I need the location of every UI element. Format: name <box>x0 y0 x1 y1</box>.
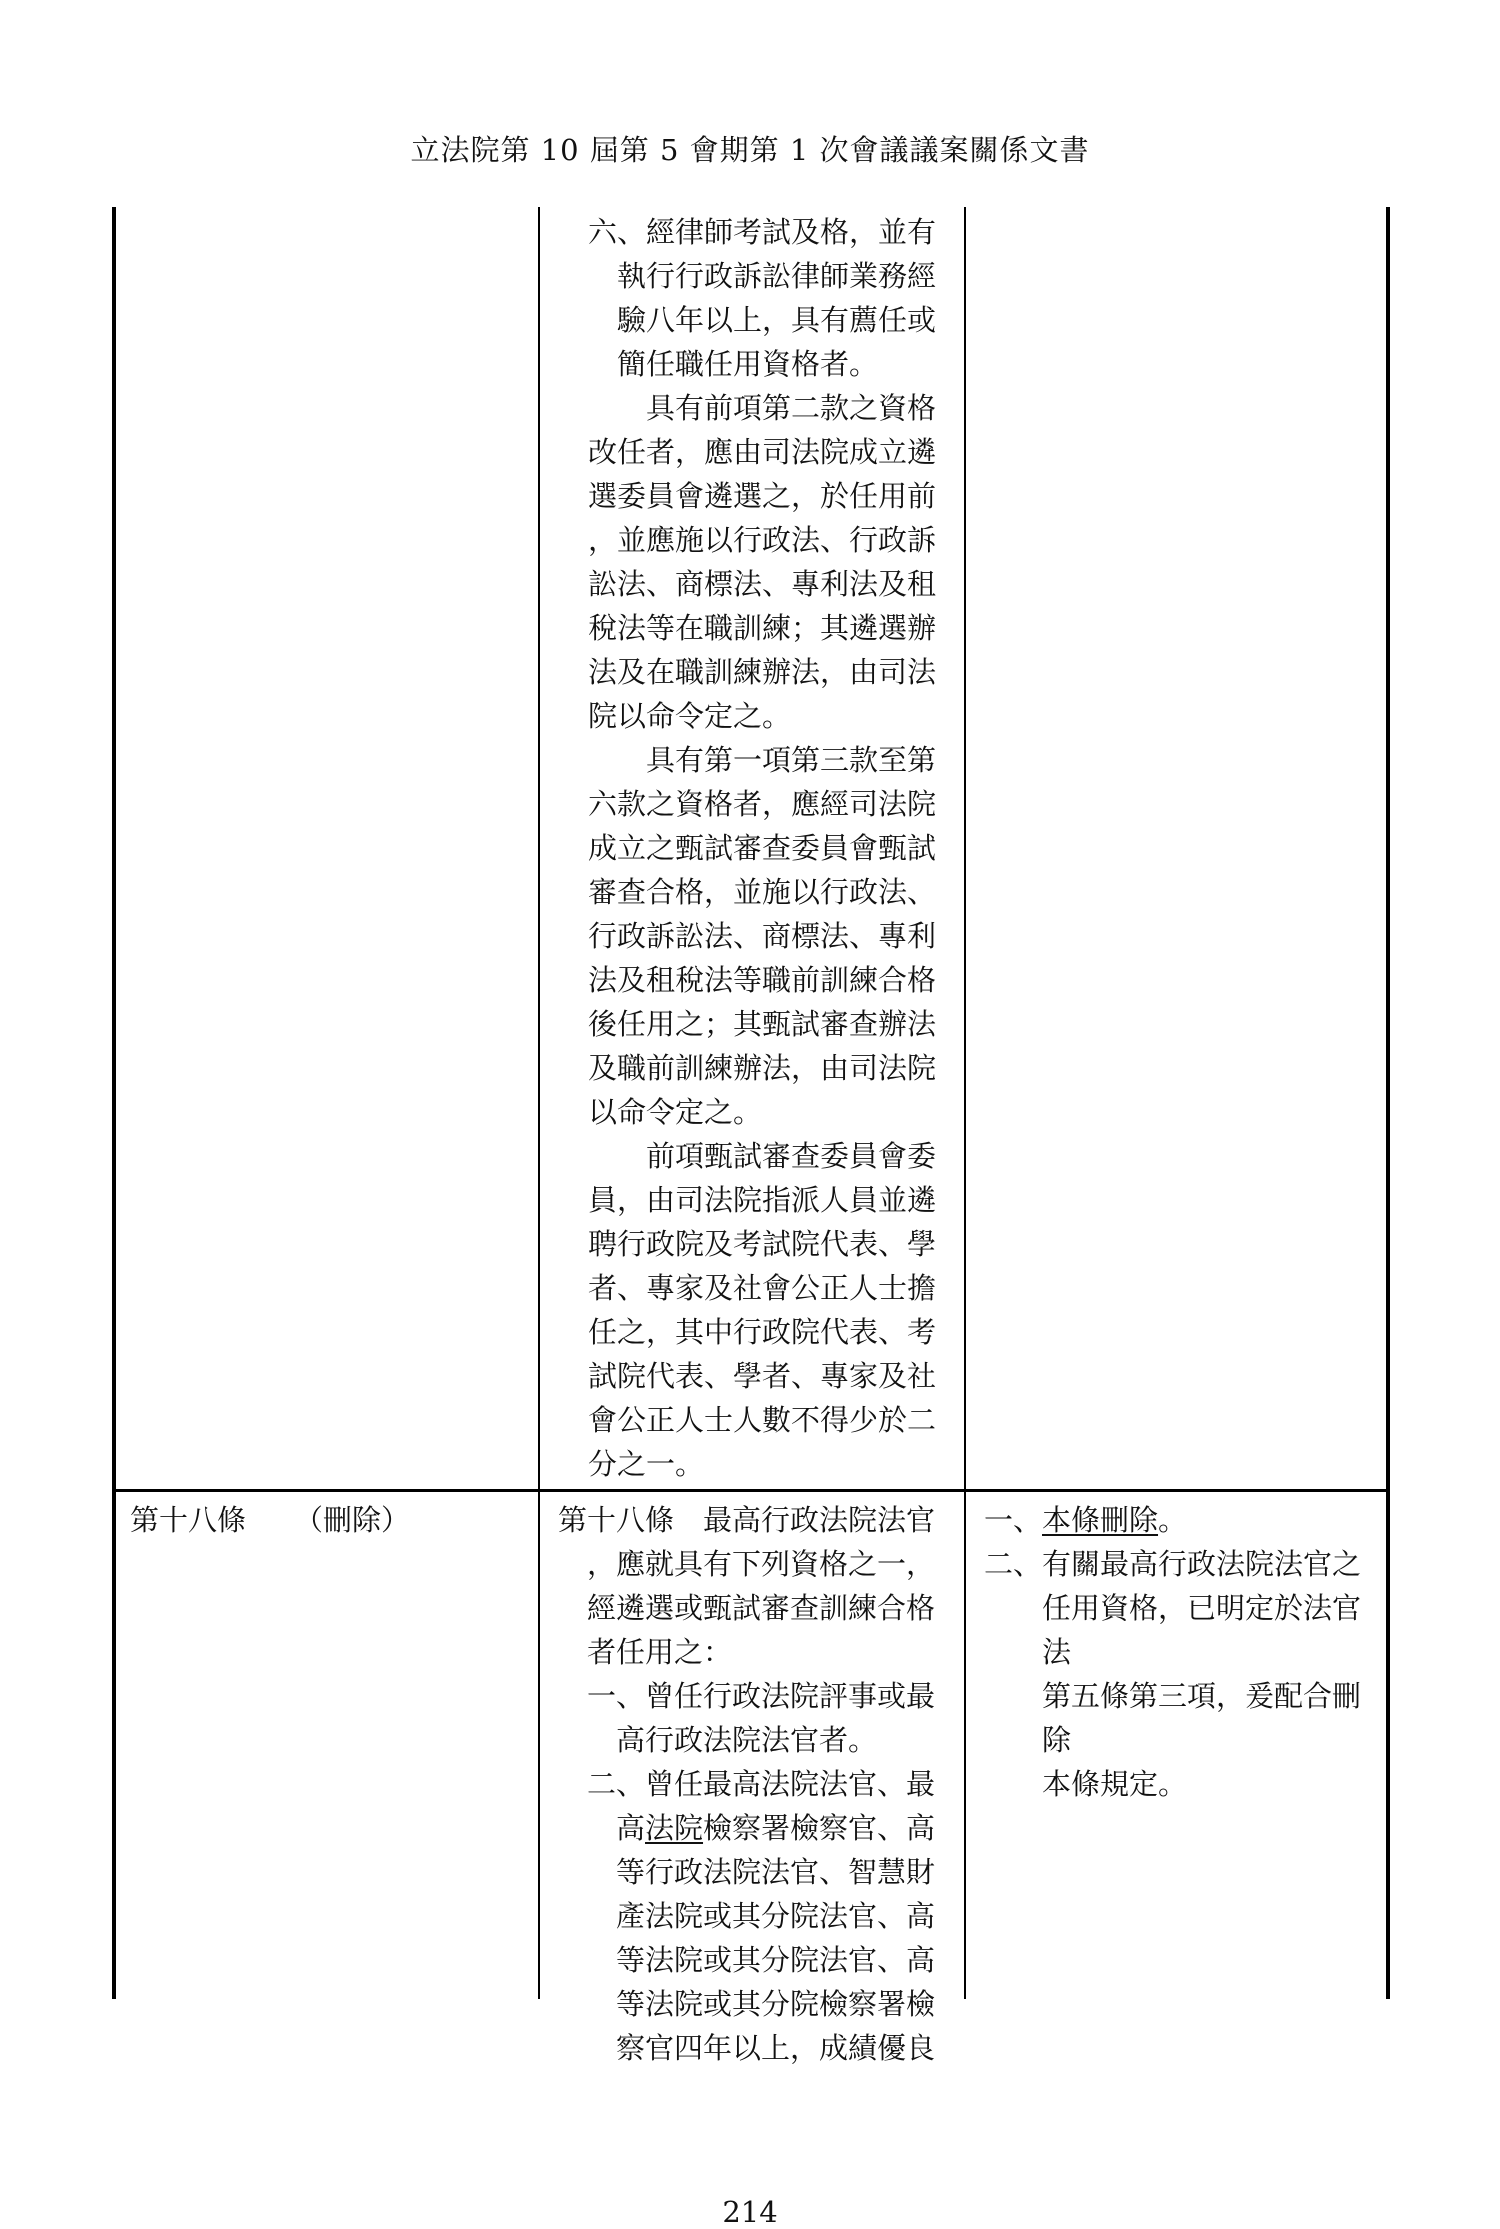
row18-current-line: 一、曾任行政法院評事或最 <box>587 1679 936 1713</box>
table-column-divider-1 <box>538 207 540 1999</box>
table-row-divider <box>112 1489 1390 1492</box>
upper-line: 行政訴訟法、商標法、專利 <box>588 919 937 953</box>
row18-proposed-content: （刪除） <box>294 1503 411 1537</box>
upper-line: 者、專家及社會公正人士擔 <box>588 1271 937 1305</box>
explanation-deleted-note: 本條刪除 <box>1042 1503 1159 1537</box>
upper-line: 改任者，應由司法院成立遴 <box>588 435 937 469</box>
table-left-border <box>112 207 116 1999</box>
upper-line: 六款之資格者，應經司法院 <box>588 787 937 821</box>
row18-current-line: 高行政法院法官者。 <box>616 1723 878 1757</box>
row18-current-line: 者任用之： <box>587 1635 733 1669</box>
upper-line: 具有第一項第三款至第 <box>646 743 937 777</box>
upper-line: 會公正人士人數不得少於二 <box>588 1403 937 1437</box>
upper-line: 具有前項第二款之資格 <box>646 391 937 425</box>
upper-block-current-text <box>588 210 948 1486</box>
explanation-line: 任用資格，已明定於法官法 <box>1042 1591 1362 1669</box>
explanation-line: 第五條第三項，爰配合刪除 <box>1042 1679 1362 1757</box>
row18-current-line: 產法院或其分院法官、高 <box>616 1899 936 1933</box>
upper-line: 簡任職任用資格者。 <box>617 347 879 381</box>
page-header: 立法院第 10 屆第 5 會期第 1 次會議議案關係文書 <box>410 133 1090 167</box>
upper-line: 訟法、商標法、專利法及租 <box>588 567 937 601</box>
table-column-divider-2 <box>964 207 966 1999</box>
upper-line: 院以命令定之。 <box>588 699 792 733</box>
upper-line: 分之一。 <box>588 1447 705 1481</box>
explanation-item-2 <box>984 1542 1384 1806</box>
upper-line: 後任用之；其甄試審查辦法 <box>588 1007 937 1041</box>
explanation-line: 本條規定。 <box>1042 1767 1188 1801</box>
upper-line: 聘行政院及考試院代表、學 <box>588 1227 937 1261</box>
upper-line: 任之，其中行政院代表、考 <box>588 1315 937 1349</box>
upper-line: ，並應施以行政法、行政訴 <box>588 523 937 557</box>
row18-current-first-line <box>558 1498 958 1542</box>
upper-line: 選委員會遴選之，於任用前 <box>588 479 937 513</box>
row18-current-line: 察官四年以上，成績優良 <box>616 2031 936 2065</box>
upper-line: 法及在職訓練辦法，由司法 <box>588 655 937 689</box>
row18-current-heading: 最高行政法院法官 <box>703 1503 936 1537</box>
row18-current-line: 等行政法院法官、智慧財 <box>616 1855 936 1889</box>
page-number: 214 <box>722 2195 778 2229</box>
row18-current-line: 等法院或其分院法官、高 <box>616 1943 936 1977</box>
upper-line: 審查合格，並施以行政法、 <box>588 875 937 909</box>
row18-proposed-text <box>130 1498 530 1542</box>
upper-line: 成立之甄試審查委員會甄試 <box>588 831 937 865</box>
upper-line: 稅法等在職訓練；其遴選辦 <box>588 611 937 645</box>
row18-current-line: 經遴選或甄試審查訓練合格 <box>587 1591 936 1625</box>
row18-current-line: 高法院檢察署檢察官、高 <box>616 1811 936 1845</box>
upper-line: 前項甄試審查委員會委 <box>646 1139 937 1173</box>
row18-explanation <box>984 1498 1384 1806</box>
explanation-line: 二、有關最高行政法院法官之 <box>984 1547 1362 1581</box>
upper-line: 執行行政訴訟律師業務經 <box>617 259 937 293</box>
row18-current-article: 第十八條 <box>558 1503 675 1537</box>
table-right-border <box>1386 207 1390 1999</box>
upper-line: 及職前訓練辦法，由司法院 <box>588 1051 937 1085</box>
row18-current-line: 等法院或其分院檢察署檢 <box>616 1987 936 2021</box>
upper-line: 以命令定之。 <box>588 1095 763 1129</box>
row18-current-line: ，應就具有下列資格之一， <box>587 1547 936 1581</box>
upper-line: 驗八年以上，具有薦任或 <box>617 303 937 337</box>
upper-line: 法及租稅法等職前訓練合格 <box>588 963 937 997</box>
upper-line: 員，由司法院指派人員並遴 <box>588 1183 937 1217</box>
upper-line: 試院代表、學者、專家及社 <box>588 1359 937 1393</box>
row18-current-line: 二、曾任最高法院法官、最 <box>587 1767 936 1801</box>
row18-proposed-article: 第十八條 <box>130 1503 247 1537</box>
row18-current-text <box>558 1498 958 2070</box>
upper-line: 六、經律師考試及格，並有 <box>588 215 937 249</box>
explanation-item-1: 一、本條刪除。 <box>984 1503 1188 1537</box>
